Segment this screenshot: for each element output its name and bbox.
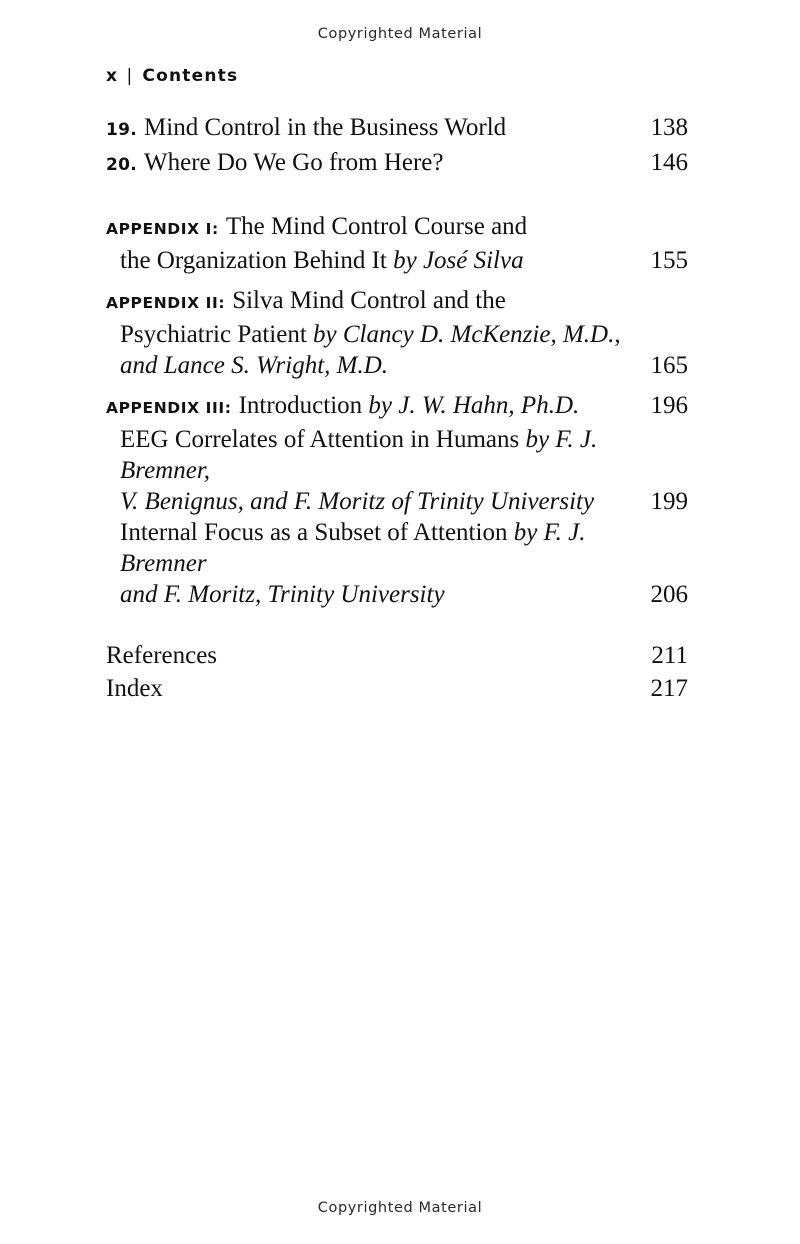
appendix-text-roman: Silva Mind Control and the xyxy=(232,287,506,314)
appendix-line xyxy=(106,517,688,579)
appendix-text-italic: by José Silva xyxy=(393,247,524,274)
appendix-page-number: 165 xyxy=(650,352,688,379)
appendix-line xyxy=(106,424,688,486)
appendix-text-italic: by F. J. Bremner, xyxy=(120,426,598,484)
back-matter-page-number: 211 xyxy=(651,642,688,669)
page-title: Contents xyxy=(142,66,239,86)
appendix-line xyxy=(106,211,688,245)
chapter-title: Where Do We Go from Here? xyxy=(144,149,444,176)
chapter-number: 20. xyxy=(106,155,138,175)
appendix-text-roman: Introduction xyxy=(238,392,369,419)
appendix-line xyxy=(106,285,688,319)
appendix-line-text xyxy=(106,319,642,350)
chapter-title: Mind Control in the Business World xyxy=(144,114,507,141)
appendix-text-roman: the Organization Behind It xyxy=(120,247,394,274)
toc-entry-text: References xyxy=(106,642,218,669)
toc-entry-appendix-1[interactable] xyxy=(106,211,688,276)
appendix-line-text xyxy=(106,579,642,610)
appendix-page-number: 206 xyxy=(650,581,688,608)
appendix-line xyxy=(106,350,688,381)
toc-entry-appendix-3[interactable] xyxy=(106,390,688,610)
chapter-list xyxy=(106,112,688,181)
running-head xyxy=(106,66,688,86)
appendix-text-roman: Psychiatric Patient xyxy=(120,321,314,348)
appendix-text-italic: V. Benignus, and F. Moritz of Trinity University xyxy=(120,488,595,515)
appendix-text-italic: by J. W. Hahn, Ph.D. xyxy=(368,392,580,419)
watermark-top: Copyrighted Material xyxy=(317,26,483,42)
appendix-line xyxy=(106,486,688,517)
appendix-page-number: 155 xyxy=(650,247,688,274)
chapter-number: 19. xyxy=(106,120,138,140)
appendix-text-italic: and F. Moritz, Trinity University xyxy=(120,581,445,608)
toc-entry-appendix-2[interactable] xyxy=(106,285,688,381)
appendix-label: APPENDIX III: xyxy=(106,399,232,417)
toc-entry-chapter-20[interactable] xyxy=(106,147,688,181)
appendix-line-text xyxy=(106,424,642,486)
toc-entry-index[interactable] xyxy=(106,673,688,705)
watermark-bottom: Copyrighted Material xyxy=(317,1200,483,1216)
appendix-line-text xyxy=(106,285,642,319)
appendix-line-text xyxy=(106,245,642,276)
toc-entry-chapter-19[interactable] xyxy=(106,112,688,146)
appendix-text-italic: by Clancy D. McKenzie, M.D., xyxy=(313,321,621,348)
appendix-line xyxy=(106,579,688,610)
toc-entry-text xyxy=(106,147,642,181)
appendix-line xyxy=(106,245,688,276)
appendix-page-number: 199 xyxy=(650,488,688,515)
toc-content xyxy=(106,66,688,706)
running-head-separator: | xyxy=(126,66,134,86)
appendix-line-text xyxy=(106,517,642,579)
appendix-label: APPENDIX I: xyxy=(106,220,219,238)
appendix-line xyxy=(106,390,688,424)
appendix-line-text xyxy=(106,486,642,517)
appendix-page-number: 196 xyxy=(650,392,688,419)
appendix-text-italic: by F. J. Bremner xyxy=(120,519,586,577)
toc-entry-text: Index xyxy=(106,675,163,702)
appendix-line-text xyxy=(106,350,642,381)
back-matter-page-number: 217 xyxy=(650,675,688,702)
toc-entry-text xyxy=(106,112,642,146)
toc-entry-references[interactable] xyxy=(106,640,688,672)
appendix-label: APPENDIX II: xyxy=(106,294,226,312)
chapter-page-number: 138 xyxy=(650,114,688,141)
appendix-text-roman: The Mind Control Course and xyxy=(225,213,528,240)
appendix-line xyxy=(106,319,688,350)
appendix-text-roman: EEG Correlates of Attention in Humans xyxy=(120,426,526,453)
back-matter-list xyxy=(106,640,688,705)
appendix-line-text xyxy=(106,211,642,245)
appendix-text-roman: Internal Focus as a Subset of Attention xyxy=(120,519,514,546)
appendix-line-text xyxy=(106,390,642,424)
page-folio: x xyxy=(106,66,118,86)
appendix-text-italic: and Lance S. Wright, M.D. xyxy=(120,352,389,379)
chapter-page-number: 146 xyxy=(650,149,688,176)
